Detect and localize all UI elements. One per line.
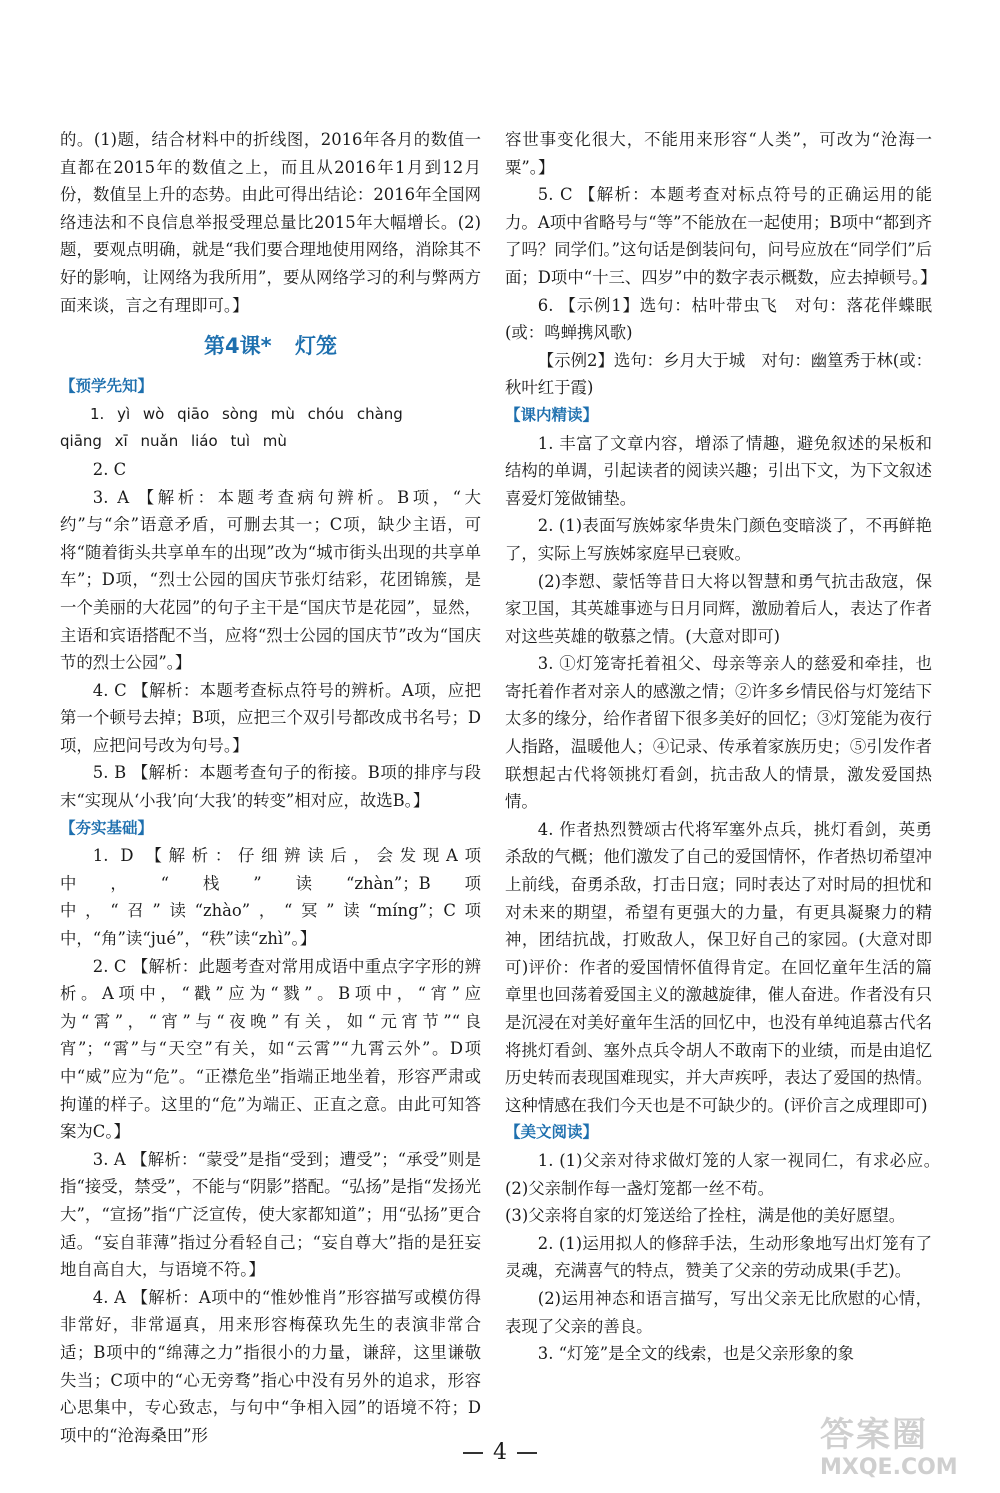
- answer-text: 的。(1)题，结合材料中的折线图，2016年各月的数值一直都在2015年的数值之上，而且从2016年1月到12月份，数值呈上升的态势。由此可得出结论：2016年全国网络违法和不良信息举报受理总量比2015年大幅增长。(2)题，要观点明确，就是“我们要合理地使用网络，消除其不好的影响，让网络为我所用”，要从网络学习的利与弊两方面来谈，言之有理即可。】: [60, 130, 481, 315]
- section-heading: 【预学先知】: [60, 377, 154, 396]
- answer-item: (2)李愬、蒙恬等昔日大将以智慧和勇气抗击敌寇，保家卫国，其英雄事迹与日月同辉，激励着后人，表达了作者对这些英雄的敬慕之情。(大意对即可): [505, 571, 932, 646]
- section-heading: 【美文阅读】: [505, 1123, 599, 1142]
- answer-item: 2. (1)表面写族姊家华贵朱门颜色变暗淡了，不再鲜艳了，实际上写族姊家庭早已衰败。: [505, 516, 932, 563]
- answer-item: 1. 丰富了文章内容，增添了情趣，避免叙述的呆板和结构的单调，引起读者的阅读兴趣；引出下文，为下文叙述喜爱灯笼做铺垫。: [505, 433, 932, 508]
- answer-item: 4. C 【解析：本题考查标点符号的辨析。A项，应把第一个顿号去掉；B项，应把三个双引号都改成书名号；D项，应把问号改为句号。】: [60, 680, 481, 755]
- lesson-number: 第4课*: [204, 334, 272, 359]
- answer-item: (2)运用神态和语言描写，写出父亲无比欣慰的心情，表现了父亲的善良。: [505, 1288, 932, 1336]
- answer-item: 2. (1)运用拟人的修辞手法，生动形象地写出灯笼有了灵魂，充满喜气的特点，赞美了父亲的劳动成果(手艺)。: [505, 1233, 932, 1281]
- pinyin-line: qiāng xī nuǎn liáo tuì mù: [60, 432, 287, 451]
- watermark-url: MXQE.COM: [820, 1455, 958, 1480]
- section-heading: 【课内精读】: [505, 405, 599, 424]
- watermark-text: 答案圈: [820, 1415, 928, 1455]
- answer-item: (3)父亲将自家的灯笼送给了拴柱，满是他的美好愿望。: [505, 1206, 906, 1226]
- page-number: 4: [493, 1440, 507, 1465]
- section-heading: 【夯实基础】: [60, 818, 154, 837]
- answer-item: 2. C 【解析：此题考查对常用成语中重点字字形的辨析。A项中，“戳”应为“戮”。B项中，“宵”应为“霄”，“宵”与“夜晚”有关，如“元宵节”“良宵”；“霄”与“天空”有关，如“云霄”“九霄云外”。D项中“威”应为“危”。“正襟危坐”指端正地坐着，形容严肃或拘谨的样子。这里的“危”为端正、正直之意。由此可知答案为C。】: [60, 956, 481, 1142]
- left-column: [60, 126, 481, 1449]
- right-column: [505, 126, 949, 1368]
- answer-item: 3. “灯笼”是全文的线索，也是父亲形象的象: [537, 1344, 855, 1364]
- answer-item: 5. B 【解析：本题考查句子的衔接。B项的排序与段末“实现从‘小我’向‘大我’的转变”相对应，故选B。】: [60, 763, 481, 811]
- lesson-title: 灯笼: [294, 334, 337, 359]
- answer-item: 【示例2】选句：乡月大于城 对句：幽篁秀于林(或：秋叶红于霞): [505, 350, 932, 398]
- answer-item: 5. C 【解析：本题考查对标点符号的正确运用的能力。A项中省略号与“等”不能放在一起使用；B项中“都到齐了吗？同学们。”这句话是倒装问句，问号应放在“同学们”后面；D项中“十三、四岁”中的数字表示概数，应去掉顿号。】: [505, 185, 937, 287]
- question-number: 1.: [90, 404, 105, 423]
- answer-item: 3. ①灯笼寄托着祖父、母亲等亲人的慈爱和牵挂，也寄托着作者对亲人的感激之情；②许多乡情民俗与灯笼结下太多的缘分，给作者留下很多美好的回忆；③灯笼能为夜行人指路，温暖他人；④记录、传承着家族历史；⑤引发作者联想起古代将领挑灯看剑，抗击敌人的情景，激发爱国热情。: [505, 654, 932, 812]
- answer-item: 6. 【示例1】选句：枯叶带虫飞 对句：落花伴蝶眠(或：鸣蝉携风歌): [505, 295, 932, 343]
- answer-item: 4. 作者热烈赞颂古代将军塞外点兵，挑灯看剑，英勇杀敌的气概；他们激发了自己的爱国情怀，作者热切希望冲上前线，奋勇杀敌，打击日寇；同时表达了对时局的担忧和对未来的期望，希望有更强大的力量，有更具凝聚力的精神，团结抗战，打败敌人，保卫好自己的家园。(大意对即可)评价：作者的爱国情怀值得肯定。在回忆童年生活的篇章里也回荡着爱国主义的激越旋律，催人奋进。作者没有只是沉浸在对美好童年生活的回忆中，也没有单纯追慕古代名将挑灯看剑、塞外点兵令胡人不敢南下的业绩，而是由追忆历史转而表现国难现实，并大声疾呼，表达了爱国的热情。这种情感在我们今天也是不可缺少的。(评价言之成理即可): [505, 819, 932, 1115]
- answer-item: 3. A 【解析：“蒙受”是指“受到；遭受”；“承受”则是指“接受，禁受”，不能与“阴影”搭配。“弘扬”是指“发扬光大”，“宣扬”指“广泛宣传，使大家都知道”；用“弘扬”更合适。“妄自菲薄”指过分看轻自己；“妄自尊大”指的是狂妄地自高自大，与语境不符。】: [60, 1149, 481, 1280]
- answer-item: 4. A 【解析：A项中的“惟妙惟肖”形容描写或模仿得非常好，非常逼真，用来形容梅葆玖先生的表演非常合适；B项中的“绵薄之力”指很小的力量，谦辞，这里谦敬失当；C项中的“心无旁骛”指心中没有另外的追求，形容心思集中，专心致志，与句中“争相入园”的语境不符；D项中的“沧海桑田”形: [60, 1287, 481, 1445]
- watermark-logo: [820, 1415, 980, 1485]
- lesson-heading: [60, 333, 481, 359]
- answer-item: 3. A 【解析：本题考查病句辨析。B项，“大约”与“余”语意矛盾，可删去其一；C项，缺少主语，可将“随着街头共享单车的出现”改为“城市街头出现的共享单车”；D项，“烈士公园的国庆节张灯结彩，花团锦簇，是一个美丽的大花园”的句子主干是“国庆节是花园”，显然，主语和宾语搭配不当，应将“烈士公园的国庆节”改为“国庆节的烈士公园”。】: [60, 487, 481, 673]
- divider: [517, 1452, 537, 1454]
- pinyin-line: [60, 401, 481, 429]
- pinyin-text: yì wò qiāo sòng mù chóu chàng: [117, 404, 403, 423]
- answer-item: 2. C: [92, 459, 127, 479]
- answer-item: 1. (1)父亲对待求做灯笼的人家一视同仁，有求必应。 (2)父亲制作每一盏灯笼都一丝不苟。: [505, 1150, 949, 1198]
- answer-text: 容世事变化很大，不能用来形容“人类”，可改为“沧海一粟”。】: [505, 130, 932, 177]
- divider: [463, 1452, 483, 1454]
- answer-item: 1. D 【解析：仔细辨读后，会发现A项中，“栈”读“zhàn”；B项中，“召”读“zhào”，“冥”读“míng”；C项中，“角”读“jué”，“秩”读“zhì”。】: [60, 846, 481, 949]
